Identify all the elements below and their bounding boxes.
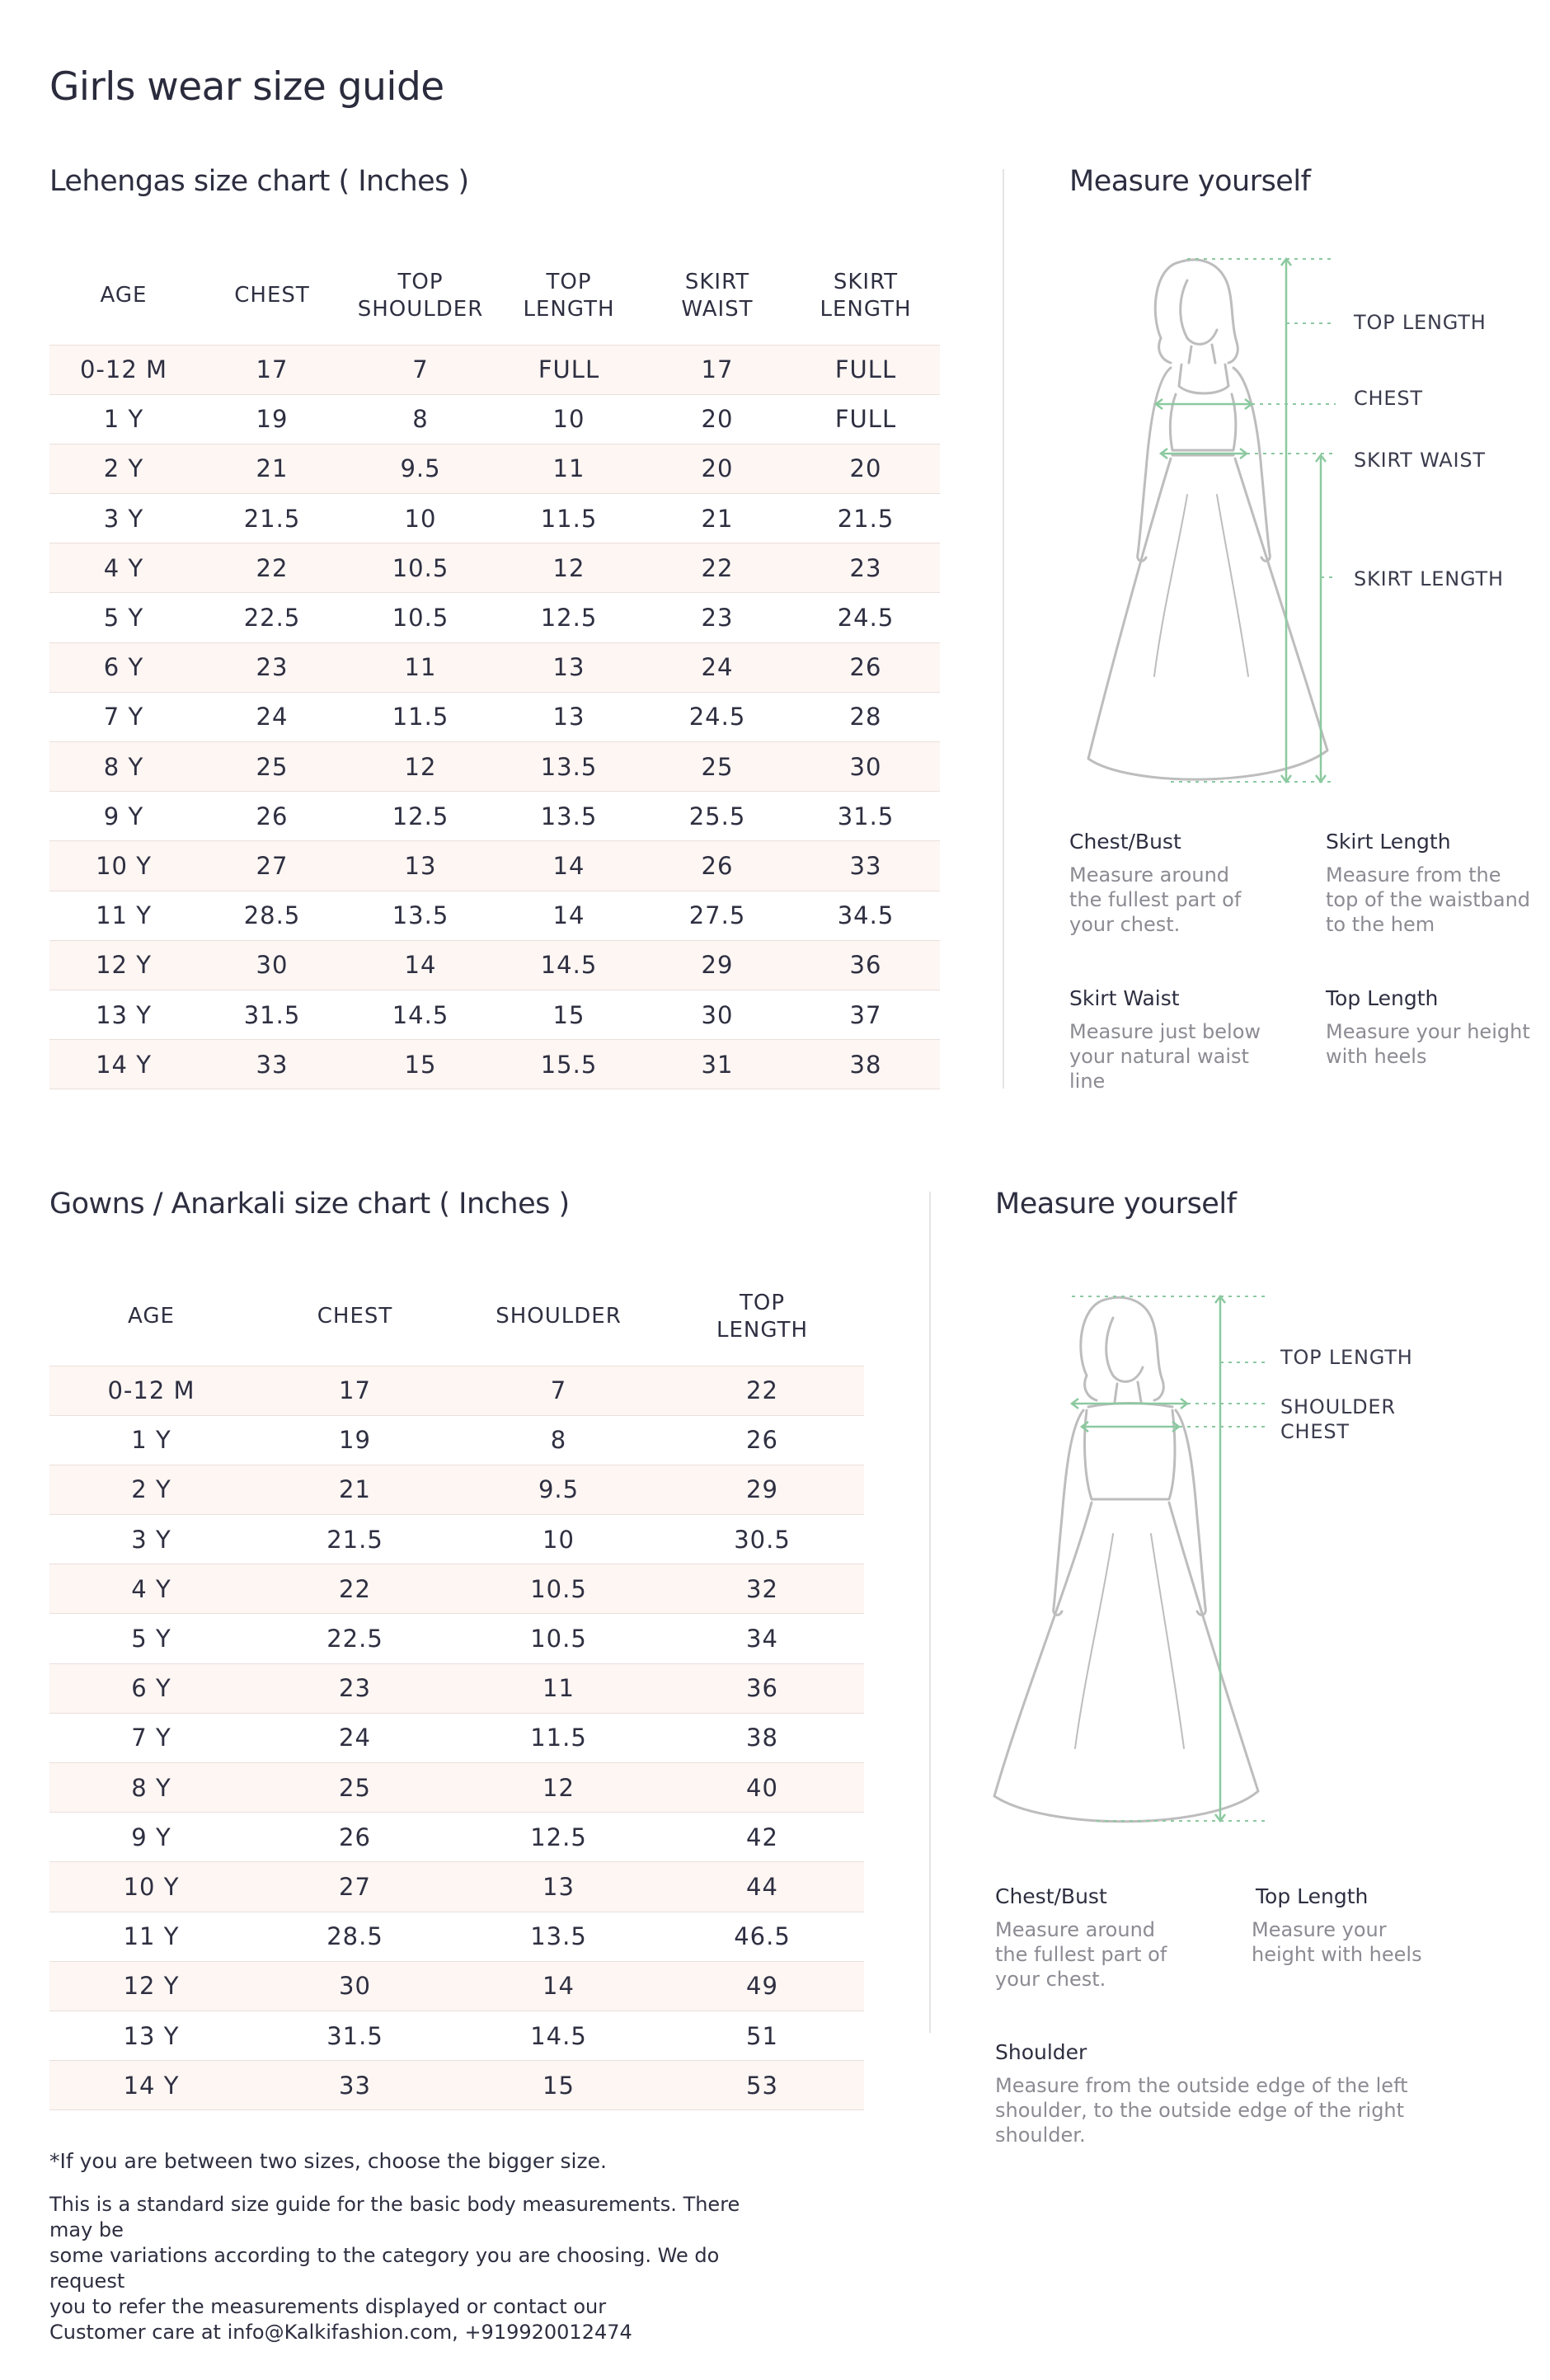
size-cell: 26 <box>660 1415 864 1465</box>
age-cell: 4 Y <box>49 543 198 593</box>
size-cell: 11 <box>457 1663 660 1713</box>
size-cell: 24 <box>643 642 791 692</box>
size-cell: 22 <box>253 1564 457 1614</box>
size-cell: 12 <box>457 1763 660 1813</box>
size-cell: 38 <box>791 1040 940 1089</box>
size-cell: 19 <box>198 394 346 444</box>
size-cell: 12 <box>495 543 643 593</box>
size-cell: 21 <box>253 1465 457 1514</box>
age-cell: 8 Y <box>49 742 198 792</box>
gown-chart-title: Gowns / Anarkali size chart ( Inches ) <box>49 1188 570 1221</box>
table-row <box>49 940 940 990</box>
note-text-skirt-length: Measure from the top of the waistband to the hem <box>1326 863 1531 936</box>
age-cell: 10 Y <box>49 841 198 891</box>
table-row <box>49 1862 864 1912</box>
table-row <box>49 394 940 444</box>
age-cell: 7 Y <box>49 692 198 741</box>
age-cell: 11 Y <box>49 1912 253 1961</box>
size-cell: 51 <box>660 2011 864 2060</box>
size-cell: 26 <box>791 642 940 692</box>
size-cell: 20 <box>643 444 791 493</box>
table-row <box>49 1713 864 1762</box>
size-cell: 23 <box>643 593 791 642</box>
age-cell: 12 Y <box>49 1961 253 2011</box>
size-cell: 12.5 <box>457 1813 660 1862</box>
size-cell: 42 <box>660 1813 864 1862</box>
size-cell: 13.5 <box>457 1912 660 1961</box>
age-cell: 0-12 M <box>49 1366 253 1415</box>
gown-body-sketch <box>989 1286 1270 1831</box>
section-divider-2 <box>929 1192 931 2033</box>
size-cell: 10.5 <box>346 543 495 593</box>
table-row <box>49 1663 864 1713</box>
size-cell: 19 <box>253 1415 457 1465</box>
size-cell: 37 <box>791 990 940 1039</box>
size-cell: 25 <box>253 1763 457 1813</box>
age-cell: 1 Y <box>49 1415 253 1465</box>
note-title-top-length: Top Length <box>1326 986 1439 1010</box>
size-cell: 36 <box>791 940 940 990</box>
size-cell: 12 <box>346 742 495 792</box>
table-row <box>49 345 940 394</box>
size-cell: 23 <box>198 642 346 692</box>
column-header: TOP LENGTH <box>716 1290 808 1343</box>
table-row <box>49 444 940 493</box>
column-header: CHEST <box>317 1304 393 1329</box>
label-chest: CHEST <box>1354 387 1423 410</box>
size-cell: 33 <box>253 2061 457 2110</box>
size-cell: 22 <box>643 543 791 593</box>
size-cell: 21.5 <box>791 494 940 543</box>
label-skirt-waist: SKIRT WAIST <box>1354 449 1486 472</box>
size-cell: 11.5 <box>457 1713 660 1762</box>
lehenga-chart-title: Lehengas size chart ( Inches ) <box>49 165 469 198</box>
size-cell: 8 <box>457 1415 660 1465</box>
age-cell: 9 Y <box>49 1813 253 1862</box>
gown-label-chest: CHEST <box>1280 1420 1350 1443</box>
table-row <box>49 1763 864 1813</box>
table-row <box>49 841 940 891</box>
column-header: TOP LENGTH <box>523 269 615 322</box>
note-text-top-length: Measure your height with heels <box>1326 1020 1530 1068</box>
gown-note-text-top-length: Measure your height with heels <box>1252 1918 1422 1966</box>
size-cell: 33 <box>198 1040 346 1089</box>
table-row <box>49 1415 864 1465</box>
size-cell: 30.5 <box>660 1515 864 1564</box>
size-cell: 10 <box>457 1515 660 1564</box>
size-cell: 22.5 <box>198 593 346 642</box>
lehenga-body-sketch <box>1064 247 1344 800</box>
size-cell: 21.5 <box>253 1515 457 1564</box>
age-cell: 4 Y <box>49 1564 253 1614</box>
gown-note-title-top-length: Top Length <box>1256 1884 1369 1908</box>
size-cell: 20 <box>791 444 940 493</box>
size-cell: 40 <box>660 1763 864 1813</box>
size-cell: 28 <box>791 692 940 741</box>
table-row <box>49 494 940 543</box>
size-cell: 44 <box>660 1862 864 1912</box>
gown-note-text-shoulder: Measure from the outside edge of the left shoulder, to the outside edge of the right shoulder. <box>995 2074 1408 2147</box>
size-cell: 7 <box>457 1366 660 1415</box>
size-cell: 36 <box>660 1663 864 1713</box>
column-header: AGE <box>100 283 148 308</box>
size-cell: 30 <box>198 940 346 990</box>
size-cell: 15 <box>457 2061 660 2110</box>
size-cell: 24.5 <box>643 692 791 741</box>
size-cell: 26 <box>198 792 346 841</box>
size-cell: 13.5 <box>346 891 495 940</box>
size-cell: 15.5 <box>495 1040 643 1089</box>
age-cell: 2 Y <box>49 444 198 493</box>
age-cell: 5 Y <box>49 593 198 642</box>
size-cell: 22 <box>660 1366 864 1415</box>
size-cell: 14 <box>495 841 643 891</box>
age-cell: 7 Y <box>49 1713 253 1762</box>
table-row <box>49 1040 940 1089</box>
size-cell: 25.5 <box>643 792 791 841</box>
age-cell: 2 Y <box>49 1465 253 1514</box>
section-divider <box>1003 169 1004 1089</box>
size-cell: 46.5 <box>660 1912 864 1961</box>
size-cell: 14 <box>457 1961 660 2011</box>
size-cell: 30 <box>643 990 791 1039</box>
label-top-length: TOP LENGTH <box>1354 311 1487 334</box>
size-cell: 22 <box>198 543 346 593</box>
age-cell: 3 Y <box>49 494 198 543</box>
size-cell: 25 <box>198 742 346 792</box>
column-header: CHEST <box>234 283 310 308</box>
age-cell: 1 Y <box>49 394 198 444</box>
size-cell: 8 <box>346 394 495 444</box>
size-cell: 14 <box>495 891 643 940</box>
size-cell: 25 <box>643 742 791 792</box>
note-text-chest: Measure around the fullest part of your chest. <box>1069 863 1242 936</box>
lehenga-measure-title: Measure yourself <box>1069 165 1311 198</box>
size-cell: 21.5 <box>198 494 346 543</box>
size-cell: 17 <box>253 1366 457 1415</box>
size-cell: 26 <box>643 841 791 891</box>
page-title: Girls wear size guide <box>49 64 444 110</box>
age-cell: 5 Y <box>49 1614 253 1663</box>
size-cell: 9.5 <box>457 1465 660 1514</box>
size-cell: 20 <box>643 394 791 444</box>
table-row <box>49 2061 864 2110</box>
table-row <box>49 692 940 741</box>
lehenga-size-table <box>49 247 940 1089</box>
size-cell: 30 <box>253 1961 457 2011</box>
size-cell: 13.5 <box>495 742 643 792</box>
column-header: TOP SHOULDER <box>357 269 484 322</box>
size-cell: 13 <box>495 642 643 692</box>
size-cell: 13.5 <box>495 792 643 841</box>
gown-note-title-shoulder: Shoulder <box>995 2040 1087 2064</box>
column-header: AGE <box>128 1304 175 1329</box>
size-cell: 17 <box>198 345 346 394</box>
size-cell: 30 <box>791 742 940 792</box>
size-tip: *If you are between two sizes, choose the bigger size. <box>49 2149 607 2173</box>
size-cell: 15 <box>495 990 643 1039</box>
size-cell: 27.5 <box>643 891 791 940</box>
age-cell: 13 Y <box>49 2011 253 2060</box>
size-cell: 7 <box>346 345 495 394</box>
size-cell: 34.5 <box>791 891 940 940</box>
table-row <box>49 1614 864 1663</box>
gown-note-title-chest: Chest/Bust <box>995 1884 1107 1908</box>
size-cell: 21 <box>643 494 791 543</box>
size-cell: 32 <box>660 1564 864 1614</box>
size-cell: 28.5 <box>198 891 346 940</box>
table-row <box>49 1564 864 1614</box>
age-cell: 11 Y <box>49 891 198 940</box>
size-cell: 31.5 <box>253 2011 457 2060</box>
table-row <box>49 891 940 940</box>
size-cell: 23 <box>791 543 940 593</box>
size-cell: FULL <box>495 345 643 394</box>
size-cell: 22.5 <box>253 1614 457 1663</box>
size-cell: 10.5 <box>457 1564 660 1614</box>
note-title-skirt-waist: Skirt Waist <box>1069 986 1180 1010</box>
size-cell: 14.5 <box>495 940 643 990</box>
table-row <box>49 2011 864 2060</box>
size-cell: 24 <box>253 1713 457 1762</box>
size-cell: 17 <box>643 345 791 394</box>
disclaimer-paragraph: This is a standard size guide for the basic body measurements. There may be some variations according to the category you are choosing. We do request you to refer the measurements displayed or contact our Customer care at info@Kalkifashion.com, +919920012474 <box>49 2193 740 2344</box>
size-cell: 14.5 <box>457 2011 660 2060</box>
size-cell: 24.5 <box>791 593 940 642</box>
size-cell: 27 <box>253 1862 457 1912</box>
size-cell: 29 <box>660 1465 864 1514</box>
age-cell: 6 Y <box>49 1663 253 1713</box>
size-cell: 31.5 <box>791 792 940 841</box>
size-cell: 14.5 <box>346 990 495 1039</box>
size-cell: 26 <box>253 1813 457 1862</box>
size-cell: 31 <box>643 1040 791 1089</box>
size-cell: 49 <box>660 1961 864 2011</box>
size-cell: 23 <box>253 1663 457 1713</box>
size-cell: 53 <box>660 2061 864 2110</box>
size-cell: 14 <box>346 940 495 990</box>
table-row <box>49 593 940 642</box>
gown-label-top-length: TOP LENGTH <box>1280 1346 1413 1369</box>
size-cell: 33 <box>791 841 940 891</box>
age-cell: 3 Y <box>49 1515 253 1564</box>
size-cell: 13 <box>346 841 495 891</box>
age-cell: 14 Y <box>49 2061 253 2110</box>
table-row <box>49 1912 864 1961</box>
column-header: SKIRT WAIST <box>681 269 754 322</box>
size-cell: 12.5 <box>346 792 495 841</box>
gown-label-shoulder: SHOULDER <box>1280 1395 1396 1418</box>
table-row <box>49 1961 864 2011</box>
table-row <box>49 990 940 1039</box>
size-cell: 29 <box>643 940 791 990</box>
size-cell: 10.5 <box>457 1614 660 1663</box>
size-cell: 27 <box>198 841 346 891</box>
gown-measure-title: Measure yourself <box>995 1188 1237 1221</box>
label-skirt-length: SKIRT LENGTH <box>1354 567 1504 590</box>
table-row <box>49 1366 864 1415</box>
note-title-chest: Chest/Bust <box>1069 830 1181 854</box>
age-cell: 6 Y <box>49 642 198 692</box>
column-header: SKIRT LENGTH <box>820 269 912 322</box>
age-cell: 9 Y <box>49 792 198 841</box>
size-cell: 9.5 <box>346 444 495 493</box>
note-text-skirt-waist: Measure just below your natural waist line <box>1069 1020 1261 1093</box>
table-row <box>49 1813 864 1862</box>
size-cell: 28.5 <box>253 1912 457 1961</box>
size-cell: 31.5 <box>198 990 346 1039</box>
age-cell: 14 Y <box>49 1040 198 1089</box>
table-row <box>49 1515 864 1564</box>
table-row <box>49 642 940 692</box>
size-cell: FULL <box>791 345 940 394</box>
size-cell: 12.5 <box>495 593 643 642</box>
table-row <box>49 1465 864 1514</box>
age-cell: 12 Y <box>49 940 198 990</box>
gown-note-text-chest: Measure around the fullest part of your chest. <box>995 1918 1167 1991</box>
size-cell: 10 <box>495 394 643 444</box>
table-row <box>49 742 940 792</box>
size-cell: 11.5 <box>495 494 643 543</box>
age-cell: 8 Y <box>49 1763 253 1813</box>
age-cell: 10 Y <box>49 1862 253 1912</box>
age-cell: 0-12 M <box>49 345 198 394</box>
size-cell: 10 <box>346 494 495 543</box>
size-cell: 11 <box>495 444 643 493</box>
size-cell: 34 <box>660 1614 864 1663</box>
size-cell: 11.5 <box>346 692 495 741</box>
size-cell: 38 <box>660 1713 864 1762</box>
gown-size-table <box>49 1268 864 2110</box>
size-cell: 10.5 <box>346 593 495 642</box>
size-cell: 13 <box>457 1862 660 1912</box>
size-cell: 24 <box>198 692 346 741</box>
size-cell: 13 <box>495 692 643 741</box>
note-title-skirt-length: Skirt Length <box>1326 830 1451 854</box>
size-cell: FULL <box>791 394 940 444</box>
size-cell: 11 <box>346 642 495 692</box>
age-cell: 13 Y <box>49 990 198 1039</box>
column-header: SHOULDER <box>496 1304 622 1329</box>
size-cell: 15 <box>346 1040 495 1089</box>
table-row <box>49 543 940 593</box>
size-cell: 21 <box>198 444 346 493</box>
table-row <box>49 792 940 841</box>
